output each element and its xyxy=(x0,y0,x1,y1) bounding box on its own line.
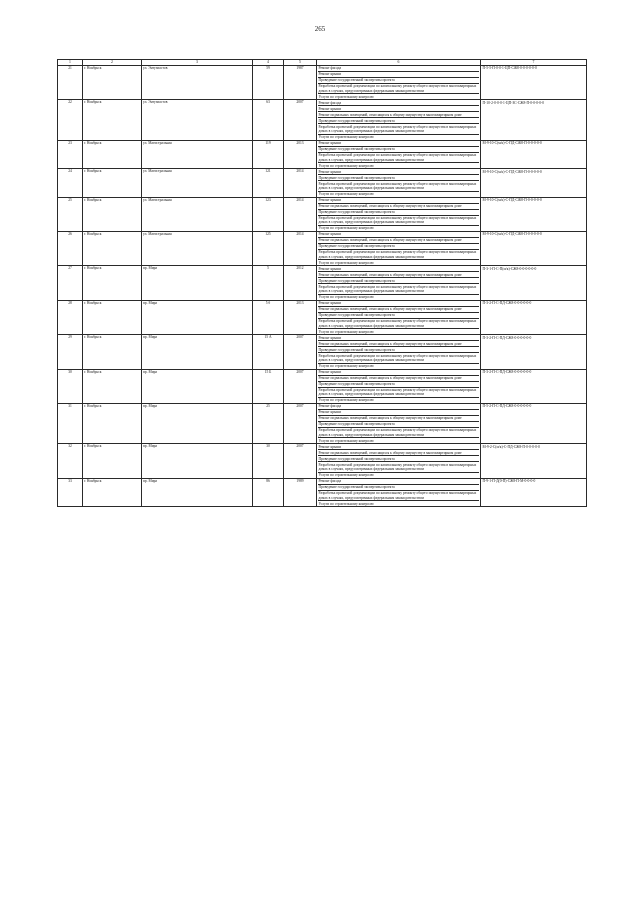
work-item: Ремонт подвальных помещений, относящихся к общему имуществу в многоквартирном доме xyxy=(318,341,479,347)
code-cell xyxy=(481,232,587,266)
code-cell xyxy=(481,140,587,168)
year-cell: 2007 xyxy=(284,369,317,403)
works-cell xyxy=(317,300,481,334)
work-item: Разработка проектной документации по капитальному ремонту общего имущества в многоквартирных домах в случаях, предусмотренных федеральным законодательством xyxy=(318,462,479,472)
house-number-cell: 15 Б xyxy=(253,369,284,403)
year-cell: 2014 xyxy=(284,232,317,266)
work-item: Услуги по строительному контролю xyxy=(318,163,374,168)
work-item: Услуги по строительному контролю xyxy=(318,226,374,231)
work-item: Ремонт подвальных помещений, относящихся к общему имуществу в многоквартирном доме xyxy=(318,450,479,456)
work-item: Ремонт фасада xyxy=(318,100,479,106)
work-item: Разработка проектной документации по капитальному ремонту общего имущества в многоквартирных домах в случаях, предусмотренных федеральным законодательством xyxy=(318,250,479,260)
table-row xyxy=(58,197,587,231)
table-row xyxy=(58,169,587,197)
work-item: Услуги по строительному контролю xyxy=(318,438,374,443)
work-item: Услуги по строительному контролю xyxy=(318,329,374,334)
work-item: Ремонт подвальных помещений, относящихся к общему имуществу в многоквартирном доме xyxy=(318,272,479,278)
works-cell xyxy=(317,444,481,478)
work-item: Разработка проектной документации по капитальному ремонту общего имущества в многоквартирных домах в случаях, предусмотренных федеральным законодательством xyxy=(318,153,479,163)
code-cell xyxy=(481,66,587,100)
city-cell: г. Ноябрьск xyxy=(83,404,142,444)
table-row xyxy=(58,300,587,334)
street-cell: пр. Мира xyxy=(142,369,253,403)
house-number-cell: 59 xyxy=(253,66,284,100)
work-item: Проведение государственной экспертизы проекта xyxy=(318,456,479,462)
code-cell xyxy=(481,300,587,334)
work-item: Ремонт крыши xyxy=(318,301,479,307)
house-code: П-10-2-0-0-0-1-ЦП-ЗС-СЖ8-П-0-0-0-0-0 xyxy=(482,100,545,105)
street-cell: пр. Мира xyxy=(142,444,253,478)
street-cell: ул. Магистральная xyxy=(142,140,253,168)
row-number: 25 xyxy=(58,197,83,231)
table-row xyxy=(58,100,587,140)
street-cell: ул. Энтузиастов xyxy=(142,66,253,100)
header-cell: 4 xyxy=(253,60,284,66)
work-item: Ремонт крыши xyxy=(318,232,479,238)
city-cell: г. Ноябрьск xyxy=(83,266,142,300)
work-item: Ремонт крыши xyxy=(318,370,479,376)
row-number: 33 xyxy=(58,478,83,506)
work-item: Разработка проектной документации по капитальному ремонту общего имущества в многоквартирных домах в случаях, предусмотренных федеральным законодательством xyxy=(318,491,479,501)
house-code: М-9-10-С(м/к)-С-ПД-СЖ8-П-0-0-0-0-0 xyxy=(482,141,542,146)
header-cell: 7 xyxy=(481,60,587,66)
works-cell xyxy=(317,140,481,168)
works-cell xyxy=(317,404,481,444)
work-item: Ремонт подвальных помещений, относящихся к общему имуществу в многоквартирном доме xyxy=(318,112,479,118)
work-item: Проведение государственной экспертизы проекта xyxy=(318,382,479,388)
work-item: Ремонт фасада xyxy=(318,479,479,485)
row-number: 30 xyxy=(58,369,83,403)
street-cell: ул. Энтузиастов xyxy=(142,100,253,140)
work-item: Проведение государственной экспертизы проекта xyxy=(318,244,479,250)
house-code: П-3-1-П-С-П(м/к)-СЖ8-0-0-0-0-0-0 xyxy=(482,266,537,271)
register-table xyxy=(57,59,587,507)
works-cell xyxy=(317,66,481,100)
row-number: 32 xyxy=(58,444,83,478)
city-cell: г. Ноябрьск xyxy=(83,140,142,168)
code-cell xyxy=(481,169,587,197)
work-item: Разработка проектной документации по капитальному ремонту общего имущества в многоквартирных домах в случаях, предусмотренных федеральным законодательством xyxy=(318,319,479,329)
work-item: Услуги по строительному контролю xyxy=(318,501,374,506)
house-number-cell: 123 xyxy=(253,197,284,231)
house-code: М-9-2-С(м/к)-С-ПД-СЖ8-П-0-0-0-0-0 xyxy=(482,444,540,449)
city-cell: г. Ноябрьск xyxy=(83,444,142,478)
year-cell: 1989 xyxy=(284,478,317,506)
row-number: 26 xyxy=(58,232,83,266)
work-item: Разработка проектной документации по капитальному ремонту общего имущества в многоквартирных домах в случаях, предусмотренных федеральным законодательством xyxy=(318,84,479,94)
work-item: Ремонт подвальных помещений, относящихся к общему имуществу в многоквартирном доме xyxy=(318,204,479,210)
work-item: Ремонт фасада xyxy=(318,404,479,410)
row-number: 27 xyxy=(58,266,83,300)
table-row xyxy=(58,140,587,168)
house-number-cell: 86 xyxy=(253,478,284,506)
works-cell xyxy=(317,100,481,140)
works-cell xyxy=(317,232,481,266)
row-number: 28 xyxy=(58,300,83,334)
header-cell: 5 xyxy=(284,60,317,66)
work-item: Услуги по строительному контролю xyxy=(318,295,374,300)
row-number: 31 xyxy=(58,404,83,444)
city-cell: г. Ноябрьск xyxy=(83,478,142,506)
work-item: Разработка проектной документации по капитальному ремонту общего имущества в многоквартирных домах в случаях, предусмотренных федеральным законодательством xyxy=(318,216,479,226)
year-cell: 2014 xyxy=(284,169,317,197)
work-item: Ремонт фасада xyxy=(318,66,479,72)
table-row xyxy=(58,266,587,300)
work-item: Проведение государственной экспертизы проекта xyxy=(318,175,479,181)
work-item: Ремонт подвальных помещений, относящихся к общему имуществу в многоквартирном доме xyxy=(318,238,479,244)
street-cell: пр. Мира xyxy=(142,404,253,444)
house-code: М-9-10-С(м/к)-С-ПД-СЖ8-П-0-0-0-0-0 xyxy=(482,197,542,202)
house-number-cell: 5 б xyxy=(253,300,284,334)
work-item: Ремонт крыши xyxy=(318,198,479,204)
code-cell xyxy=(481,369,587,403)
house-number-cell: 25 xyxy=(253,404,284,444)
city-cell: г. Ноябрьск xyxy=(83,232,142,266)
work-item: Ремонт крыши xyxy=(318,444,479,450)
house-code: М-9-10-С(м/к)-С-ПД-СЖ8-П-0-0-0-0-0 xyxy=(482,169,542,174)
year-cell: 2014 xyxy=(284,197,317,231)
code-cell xyxy=(481,404,587,444)
year-cell: 2013 xyxy=(284,300,317,334)
table-row xyxy=(58,478,587,506)
table-row xyxy=(58,335,587,369)
header-cell: 1 xyxy=(58,60,83,66)
work-item: Ремонт подвальных помещений, относящихся к общему имуществу в многоквартирном доме xyxy=(318,307,479,313)
header-cell: 2 xyxy=(83,60,142,66)
street-cell: пр. Мира xyxy=(142,266,253,300)
work-item: Ремонт крыши xyxy=(318,141,479,147)
city-cell: г. Ноябрьск xyxy=(83,197,142,231)
row-number: 21 xyxy=(58,66,83,100)
year-cell: 2012 xyxy=(284,266,317,300)
table-row xyxy=(58,232,587,266)
house-code: П-3-2-П-С-ПД-СЖ8-0-0-0-0-0-0 xyxy=(482,369,532,374)
work-item: Ремонт подвальных помещений, относящихся к общему имуществу в многоквартирном доме xyxy=(318,416,479,422)
work-item: Проведение государственной экспертизы проекта xyxy=(318,118,479,124)
work-item: Услуги по строительному контролю xyxy=(318,473,374,478)
work-item: Услуги по строительному контролю xyxy=(318,94,374,99)
row-number: 24 xyxy=(58,169,83,197)
works-cell xyxy=(317,266,481,300)
works-cell xyxy=(317,478,481,506)
code-cell xyxy=(481,266,587,300)
work-item: Разработка проектной документации по капитальному ремонту общего имущества в многоквартирных домах в случаях, предусмотренных федеральным законодательством xyxy=(318,428,479,438)
city-cell: г. Ноябрьск xyxy=(83,300,142,334)
city-cell: г. Ноябрьск xyxy=(83,335,142,369)
house-code: П-3-2-П-С-ПД-СЖ8-0-0-0-0-0-0 xyxy=(482,301,532,306)
work-item: Услуги по строительному контролю xyxy=(318,191,374,196)
works-cell xyxy=(317,197,481,231)
header-cell: 3 xyxy=(142,60,253,66)
row-number: 29 xyxy=(58,335,83,369)
street-cell: пр. Мира xyxy=(142,300,253,334)
city-cell: г. Ноябрьск xyxy=(83,169,142,197)
works-cell xyxy=(317,335,481,369)
code-cell xyxy=(481,478,587,506)
table-row xyxy=(58,369,587,403)
city-cell: г. Ноябрьск xyxy=(83,100,142,140)
house-code: П-5-5-П-0-0-1-ЦП-СЖ8-0-0-0-0-0-0 xyxy=(482,66,537,71)
work-item: Разработка проектной документации по капитальному ремонту общего имущества в многоквартирных домах в случаях, предусмотренных федеральным законодательством xyxy=(318,388,479,398)
page-number: 265 xyxy=(314,25,326,33)
work-item: Проведение государственной экспертизы проекта xyxy=(318,278,479,284)
code-cell xyxy=(481,197,587,231)
work-item: Ремонт крыши xyxy=(318,266,479,272)
row-number: 22 xyxy=(58,100,83,140)
work-item: Ремонт крыши xyxy=(318,335,479,341)
house-code: М-9-10-С(м/к)-С-ПД-СЖ8-П-0-0-0-0-0 xyxy=(482,232,542,237)
table-row xyxy=(58,404,587,444)
work-item: Разработка проектной документации по капитальному ремонту общего имущества в многоквартирных домах в случаях, предусмотренных федеральным законодательством xyxy=(318,353,479,363)
header-cell: 6 xyxy=(317,60,481,66)
street-cell: ул. Магистральная xyxy=(142,232,253,266)
year-cell: 1987 xyxy=(284,66,317,100)
work-item: Услуги по строительному контролю xyxy=(318,135,374,140)
city-cell: г. Ноябрьск xyxy=(83,66,142,100)
year-cell: 2007 xyxy=(284,404,317,444)
work-item: Проведение государственной экспертизы проекта xyxy=(318,78,479,84)
work-item: Услуги по строительному контролю xyxy=(318,363,374,368)
house-number-cell: 125 xyxy=(253,232,284,266)
work-item: Разработка проектной документации по капитальному ремонту общего имущества в многоквартирных домах в случаях, предусмотренных федеральным законодательством xyxy=(318,124,479,134)
table-row xyxy=(58,444,587,478)
year-cell: 2013 xyxy=(284,140,317,168)
work-item: Ремонт крыши xyxy=(318,410,479,416)
work-item: Проведение государственной экспертизы проекта xyxy=(318,347,479,353)
street-cell: ул. Магистральная xyxy=(142,169,253,197)
street-cell: пр. Мира xyxy=(142,478,253,506)
work-item: Проведение государственной экспертизы проекта xyxy=(318,210,479,216)
code-cell xyxy=(481,444,587,478)
house-number-cell: 63 xyxy=(253,100,284,140)
code-cell xyxy=(481,100,587,140)
work-item: Ремонт крыши xyxy=(318,106,479,112)
row-number: 23 xyxy=(58,140,83,168)
street-cell: пр. Мира xyxy=(142,335,253,369)
street-cell: ул. Магистральная xyxy=(142,197,253,231)
works-cell xyxy=(317,169,481,197)
code-cell xyxy=(481,335,587,369)
works-cell xyxy=(317,369,481,403)
house-number-cell: 15 А xyxy=(253,335,284,369)
work-item: Проведение государственной экспертизы проекта xyxy=(318,485,479,491)
house-code: П-5-2-П-С-ПД-СЖ8-0-0-0-0-0-0 xyxy=(482,404,532,409)
work-item: Проведение государственной экспертизы проекта xyxy=(318,147,479,153)
work-item: Разработка проектной документации по капитальному ремонту общего имущества в многоквартирных домах в случаях, предусмотренных федеральным законодательством xyxy=(318,284,479,294)
year-cell: 2007 xyxy=(284,100,317,140)
work-item: Проведение государственной экспертизы проекта xyxy=(318,422,479,428)
work-item: Ремонт крыши xyxy=(318,72,479,78)
house-number-cell: 119 xyxy=(253,140,284,168)
house-number-cell: 30 xyxy=(253,444,284,478)
house-code: П-3-2-П-С-ПД-СЖ8-0-0-0-0-0-0 xyxy=(482,335,532,340)
year-cell: 2007 xyxy=(284,444,317,478)
work-item: Услуги по строительному контролю xyxy=(318,260,374,265)
city-cell: г. Ноябрьск xyxy=(83,369,142,403)
work-item: Услуги по строительному контролю xyxy=(318,398,374,403)
work-item: Ремонт подвальных помещений, относящихся к общему имуществу в многоквартирном доме xyxy=(318,376,479,382)
year-cell: 2007 xyxy=(284,335,317,369)
house-number-cell: 5 xyxy=(253,266,284,300)
house-number-cell: 121 xyxy=(253,169,284,197)
work-item: Разработка проектной документации по капитальному ремонту общего имущества в многоквартирных домах в случаях, предусмотренных федеральным законодательством xyxy=(318,181,479,191)
work-item: Ремонт крыши xyxy=(318,169,479,175)
house-code: П-9-1-П-Д(0-П)-СЖ8-П-М-0-0-0-0 xyxy=(482,479,536,484)
work-item: Проведение государственной экспертизы проекта xyxy=(318,313,479,319)
table-row xyxy=(58,66,587,100)
